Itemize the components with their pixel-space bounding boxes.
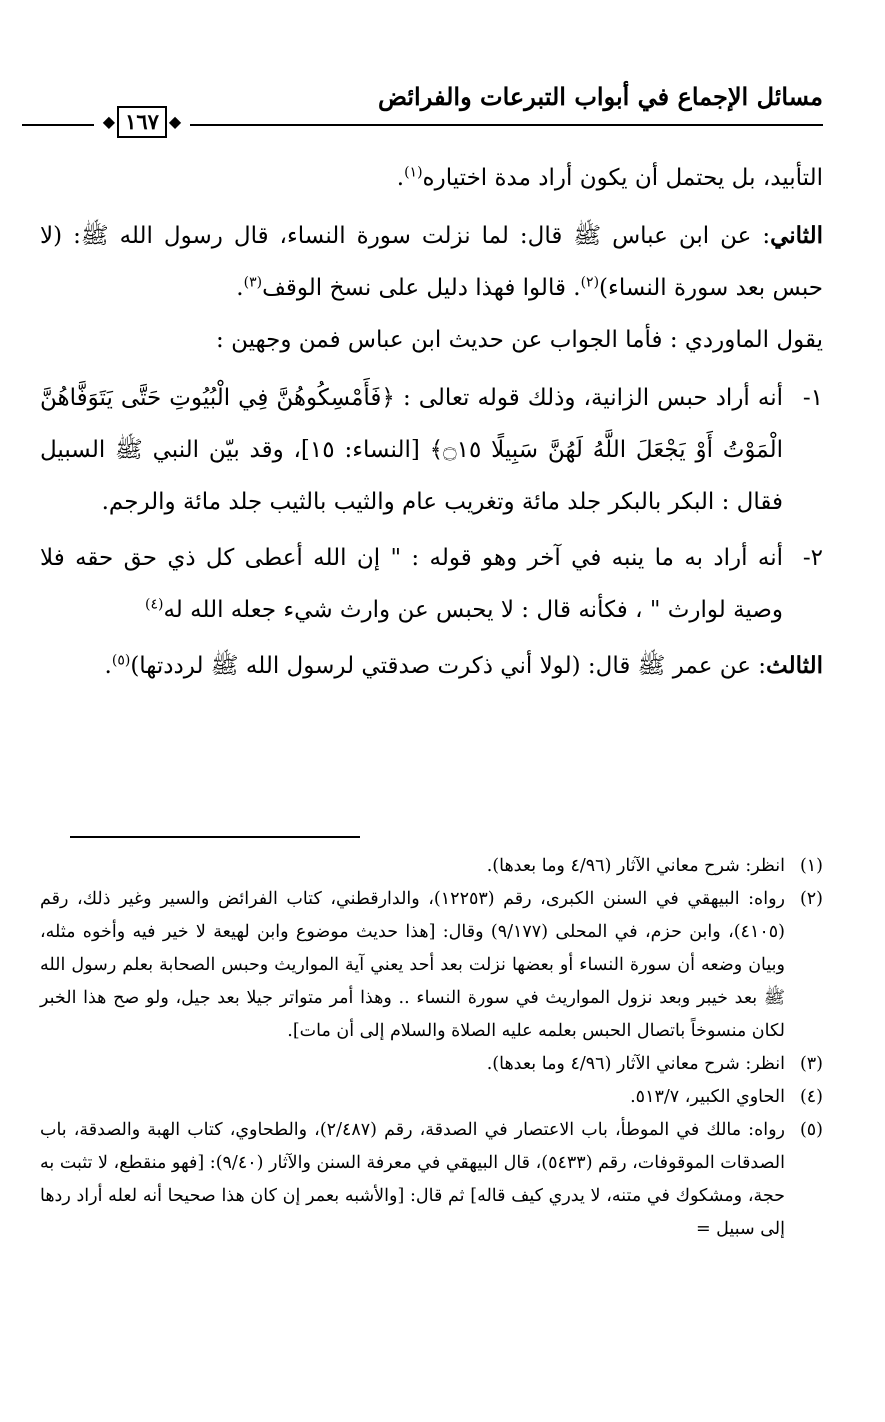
list-item-text: أنه أراد حبس الزانية، وذلك قوله تعالى : ﴿فَأَمْسِكُوهُنَّ فِي الْبُيُوتِ حَتَّى يَتَوَفَّاهُنَّ الْمَوْتُ أَوْ يَجْعَلَ اللَّهُ لَهُنَّ سَبِيلًا ۝١٥﴾ [النساء: ١٥]، وقد بيّن النبي ﷺ السبيل فقال : البكر بالبكر جلد مائة وتغريب عام والثيب بالثيب جلد مائة والرجم. bbox=[40, 385, 783, 515]
running-title: مسائل الإجماع في أبواب التبرعات والفرائض bbox=[377, 82, 823, 111]
paragraph-3: يقول الماوردي : فأما الجواب عن حديث ابن عباس فمن وجهين : bbox=[216, 327, 823, 353]
list-item-number: ١- bbox=[802, 385, 823, 411]
list-item-text: أنه أراد به ما ينبه في آخر وهو قوله : " إن الله أعطى كل ذي حق حقه فلا وصية لوارث " ، فكأنه قال : لا يحبس عن وارث شيء جعله الله له$^{(٤)}$ bbox=[40, 545, 783, 623]
footnote-ref: (٤) bbox=[145, 596, 164, 613]
footnote-ref: (٥) bbox=[111, 652, 131, 669]
footnote-separator bbox=[70, 836, 360, 838]
footnote-number: (٤) bbox=[799, 1087, 823, 1107]
footnote-text: الحاوي الكبير، ٥١٣/٧. bbox=[630, 1087, 785, 1107]
ornament-icon: ◆ bbox=[102, 112, 116, 131]
page-header bbox=[22, 78, 823, 138]
footnote-number: (٢) bbox=[799, 889, 823, 909]
footnote-text: رواه: مالك في الموطأ، باب الاعتصار في الصدقة، رقم (٢/٤٨٧)، والطحاوي، كتاب الهبة والصدقة، باب الصدقات الموقوفات، رقم (٥٤٣٣)، قال البيهقي في معرفة السنن والآثار (٩/٤٠): [فهو منقطع، لا تثبت به حجة، ومشكوك في متنه، لا يدري كيف قاله] ثم قال: [والأشبه بعمر إن كان هذا صحيحا أنه لعله أراد ردها إلى سبيل = bbox=[40, 1120, 785, 1239]
ornament-icon: ◆ bbox=[168, 112, 182, 131]
footnote bbox=[40, 883, 823, 1048]
footnote-ref: (٣) bbox=[243, 274, 263, 291]
paragraph-2: الثاني: عن ابن عباس ﷺ قال: لما نزلت سورة النساء، قال رسول الله ﷺ: (لا حبس بعد سورة النساء)$^{(٢)}$. قالوا فهذا دليل على نسخ الوقف$^{(٣)}$. bbox=[40, 222, 823, 301]
footnote-ref: (١) bbox=[404, 164, 423, 181]
list-item bbox=[40, 372, 823, 528]
paragraph-1: التأبيد، بل يحتمل أن يكون أراد مدة اختياره$^{(١)}$. bbox=[396, 164, 823, 191]
list-item bbox=[40, 532, 823, 636]
footnote-text: انظر: شرح معاني الآثار (٤/٩٦ وما بعدها). bbox=[486, 856, 785, 876]
main-text bbox=[40, 152, 823, 698]
list-item-number: ٢- bbox=[802, 545, 823, 571]
footnote-ref: (٢) bbox=[580, 274, 600, 291]
section-label: الثالث bbox=[766, 652, 823, 679]
footnote bbox=[40, 1081, 823, 1114]
footnote bbox=[40, 1114, 823, 1246]
paragraph-4: الثالث: عن عمر ﷺ قال: (لولا أني ذكرت صدقتي لرسول الله ﷺ لرددتها)$^{(٥)}$. bbox=[104, 652, 823, 679]
page-number: ١٦٧ bbox=[117, 106, 167, 138]
footnote-number: (٣) bbox=[799, 1054, 823, 1074]
footnote bbox=[40, 1048, 823, 1081]
footnotes bbox=[40, 850, 823, 1246]
footnote-text: رواه: البيهقي في السنن الكبرى، رقم (١٢٢٥٣)، والدارقطني، كتاب الفرائض والسير وغير ذلك، رقم (٤١٠٥)، وابن حزم، في المحلى (٩/١٧٧) وقال: [هذا حديث موضوع وابن لهيعة لا خير فيه وأخوه مثله، وبيان وضعه أن سورة النساء أو بعضها نزلت بعد أحد يعني آية المواريث وحبس الصحابة بعلم رسول الله ﷺ بعد خيبر وبعد نزول المواريث في سورة النساء .. وهذا أمر متواتر جيلا بعد جيل، ولو صح هذا الخبر لكان منسوخاً باتصال الحبس بعلمه عليه الصلاة والسلام إلى أن مات]. bbox=[40, 889, 785, 1041]
footnote bbox=[40, 850, 823, 883]
footnote-number: (١) bbox=[799, 856, 823, 876]
footnote-number: (٥) bbox=[799, 1120, 823, 1140]
page-number-frame bbox=[94, 104, 190, 140]
section-label: الثاني bbox=[770, 222, 823, 249]
footnote-text: انظر: شرح معاني الآثار (٤/٩٦ وما بعدها). bbox=[486, 1054, 785, 1074]
